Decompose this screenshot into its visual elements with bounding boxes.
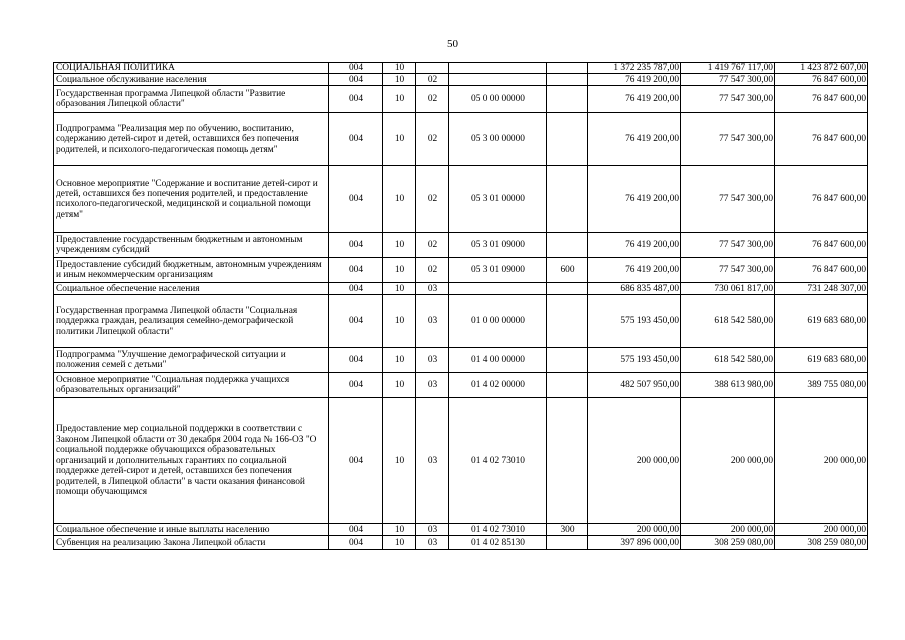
target-article-cell: 05 0 00 00000 [449,86,547,113]
table-row [54,283,868,295]
expense-type-cell [547,86,588,113]
expense-name-cell: Подпрограмма "Реализация мер по обучению, воспитанию, содержанию детей-сирот и детей, оставшихся без попечения родителей, и психолого-педагогическая помощь детям" [54,113,329,166]
amount-year1-cell: 575 193 450,00 [588,295,681,348]
expense-name-cell: Предоставление субсидий бюджетным, автономным учреждениям и иным некоммерческим организациям [54,258,329,283]
table-row [54,113,868,166]
amount-year3-cell: 200 000,00 [775,398,868,524]
target-article-cell: 05 3 01 00000 [449,166,547,233]
expense-type-cell [547,283,588,295]
amount-year1-cell: 76 419 200,00 [588,233,681,258]
target-article-cell [449,63,547,74]
amount-year1-cell: 575 193 450,00 [588,348,681,373]
amount-year1-cell: 397 896 000,00 [588,536,681,550]
subsection-code-cell: 02 [416,233,449,258]
amount-year1-cell: 200 000,00 [588,524,681,536]
amount-year2-cell: 1 419 767 117,00 [681,63,775,74]
ministry-code-cell: 004 [329,166,383,233]
amount-year1-cell: 76 419 200,00 [588,113,681,166]
table-row [54,233,868,258]
amount-year2-cell: 308 259 080,00 [681,536,775,550]
amount-year2-cell: 77 547 300,00 [681,74,775,86]
amount-year1-cell: 76 419 200,00 [588,166,681,233]
subsection-code-cell: 02 [416,166,449,233]
table-row [54,295,868,348]
ministry-code-cell: 004 [329,348,383,373]
amount-year2-cell: 77 547 300,00 [681,166,775,233]
target-article-cell [449,74,547,86]
target-article-cell: 01 4 02 73010 [449,398,547,524]
target-article-cell: 05 3 00 00000 [449,113,547,166]
section-code-cell: 10 [383,283,416,295]
expense-type-cell [547,295,588,348]
expense-type-cell [547,74,588,86]
amount-year3-cell: 1 423 872 607,00 [775,63,868,74]
expense-type-cell: 600 [547,258,588,283]
amount-year2-cell: 618 542 580,00 [681,348,775,373]
amount-year2-cell: 200 000,00 [681,524,775,536]
amount-year1-cell: 76 419 200,00 [588,258,681,283]
page-number: 50 [447,38,458,50]
subsection-code-cell: 03 [416,348,449,373]
section-code-cell: 10 [383,74,416,86]
section-code-cell: 10 [383,536,416,550]
table-row [54,258,868,283]
section-code-cell: 10 [383,373,416,398]
amount-year1-cell: 76 419 200,00 [588,74,681,86]
amount-year3-cell: 76 847 600,00 [775,74,868,86]
ministry-code-cell: 004 [329,295,383,348]
expense-type-cell [547,536,588,550]
amount-year1-cell: 76 419 200,00 [588,86,681,113]
ministry-code-cell: 004 [329,373,383,398]
amount-year3-cell: 76 847 600,00 [775,258,868,283]
amount-year3-cell: 76 847 600,00 [775,113,868,166]
amount-year3-cell: 619 683 680,00 [775,295,868,348]
amount-year3-cell: 308 259 080,00 [775,536,868,550]
subsection-code-cell [416,63,449,74]
amount-year3-cell: 731 248 307,00 [775,283,868,295]
section-code-cell: 10 [383,295,416,348]
section-code-cell: 10 [383,63,416,74]
target-article-cell: 01 4 02 00000 [449,373,547,398]
amount-year1-cell: 482 507 950,00 [588,373,681,398]
amount-year3-cell: 76 847 600,00 [775,233,868,258]
amount-year1-cell: 1 372 235 787,00 [588,63,681,74]
subsection-code-cell: 02 [416,258,449,283]
amount-year2-cell: 77 547 300,00 [681,258,775,283]
expense-type-cell [547,348,588,373]
ministry-code-cell: 004 [329,258,383,283]
budget-table-body [54,63,868,550]
target-article-cell: 01 4 02 85130 [449,536,547,550]
subsection-code-cell: 02 [416,86,449,113]
expense-name-cell: Социальное обеспечение и иные выплаты населению [54,524,329,536]
budget-table [53,62,868,550]
amount-year3-cell: 76 847 600,00 [775,166,868,233]
amount-year2-cell: 618 542 580,00 [681,295,775,348]
section-code-cell: 10 [383,86,416,113]
expense-name-cell: Государственная программа Липецкой области "Социальная поддержка граждан, реализация семейно-демографической политики Липецкой области" [54,295,329,348]
expense-name-cell: Подпрограмма "Улучшение демографической ситуации и положения семей с детьми" [54,348,329,373]
target-article-cell: 01 4 00 00000 [449,348,547,373]
expense-type-cell [547,373,588,398]
expense-type-cell [547,63,588,74]
expense-type-cell: 300 [547,524,588,536]
target-article-cell [449,283,547,295]
ministry-code-cell: 004 [329,283,383,295]
ministry-code-cell: 004 [329,86,383,113]
amount-year2-cell: 77 547 300,00 [681,113,775,166]
target-article-cell: 01 0 00 00000 [449,295,547,348]
expense-type-cell [547,398,588,524]
section-code-cell: 10 [383,113,416,166]
amount-year3-cell: 389 755 080,00 [775,373,868,398]
target-article-cell: 05 3 01 09000 [449,258,547,283]
section-code-cell: 10 [383,166,416,233]
expense-name-cell: Социальное обеспечение населения [54,283,329,295]
table-row [54,74,868,86]
section-code-cell: 10 [383,348,416,373]
table-row [54,86,868,113]
expense-name-cell: Социальное обслуживание населения [54,74,329,86]
ministry-code-cell: 004 [329,524,383,536]
expense-name-cell: СОЦИАЛЬНАЯ ПОЛИТИКА [54,63,329,74]
expense-name-cell: Субвенция на реализацию Закона Липецкой области [54,536,329,550]
subsection-code-cell: 03 [416,398,449,524]
subsection-code-cell: 03 [416,295,449,348]
subsection-code-cell: 03 [416,524,449,536]
expense-type-cell [547,233,588,258]
table-row [54,536,868,550]
expense-name-cell: Предоставление мер социальной поддержки в соответствии с Законом Липецкой области от 30 декабря 2004 года № 166-ОЗ "О социальной поддержке обучающихся образовательных организаций и дополнительных гарантиях по социальной поддержке детей-сирот и детей, оставшихся без попечения родителей, в Липецкой области" в части оказания финансовой помощи обучающимся [54,398,329,524]
amount-year2-cell: 77 547 300,00 [681,233,775,258]
section-code-cell: 10 [383,258,416,283]
section-code-cell: 10 [383,233,416,258]
ministry-code-cell: 004 [329,536,383,550]
table-row [54,63,868,74]
target-article-cell: 01 4 02 73010 [449,524,547,536]
table-row [54,373,868,398]
subsection-code-cell: 03 [416,373,449,398]
expense-name-cell: Основное мероприятие "Социальная поддержка учащихся образовательных организаций" [54,373,329,398]
amount-year3-cell: 76 847 600,00 [775,86,868,113]
subsection-code-cell: 03 [416,536,449,550]
ministry-code-cell: 004 [329,74,383,86]
expense-type-cell [547,166,588,233]
amount-year1-cell: 200 000,00 [588,398,681,524]
ministry-code-cell: 004 [329,63,383,74]
ministry-code-cell: 004 [329,398,383,524]
subsection-code-cell: 03 [416,283,449,295]
expense-type-cell [547,113,588,166]
table-row [54,524,868,536]
amount-year3-cell: 200 000,00 [775,524,868,536]
expense-name-cell: Предоставление государственным бюджетным и автономным учреждениям субсидий [54,233,329,258]
section-code-cell: 10 [383,398,416,524]
subsection-code-cell: 02 [416,113,449,166]
table-row [54,398,868,524]
subsection-code-cell: 02 [416,74,449,86]
expense-name-cell: Государственная программа Липецкой области "Развитие образования Липецкой области" [54,86,329,113]
amount-year2-cell: 77 547 300,00 [681,86,775,113]
table-row [54,166,868,233]
ministry-code-cell: 004 [329,233,383,258]
expense-name-cell: Основное мероприятие "Содержание и воспитание детей-сирот и детей, оставшихся без попечения родителей, и предоставление психолого-педагогической, медицинской и социальной помощи детям" [54,166,329,233]
amount-year2-cell: 200 000,00 [681,398,775,524]
ministry-code-cell: 004 [329,113,383,166]
amount-year3-cell: 619 683 680,00 [775,348,868,373]
amount-year2-cell: 730 061 817,00 [681,283,775,295]
amount-year1-cell: 686 835 487,00 [588,283,681,295]
table-row [54,348,868,373]
section-code-cell: 10 [383,524,416,536]
amount-year2-cell: 388 613 980,00 [681,373,775,398]
target-article-cell: 05 3 01 09000 [449,233,547,258]
